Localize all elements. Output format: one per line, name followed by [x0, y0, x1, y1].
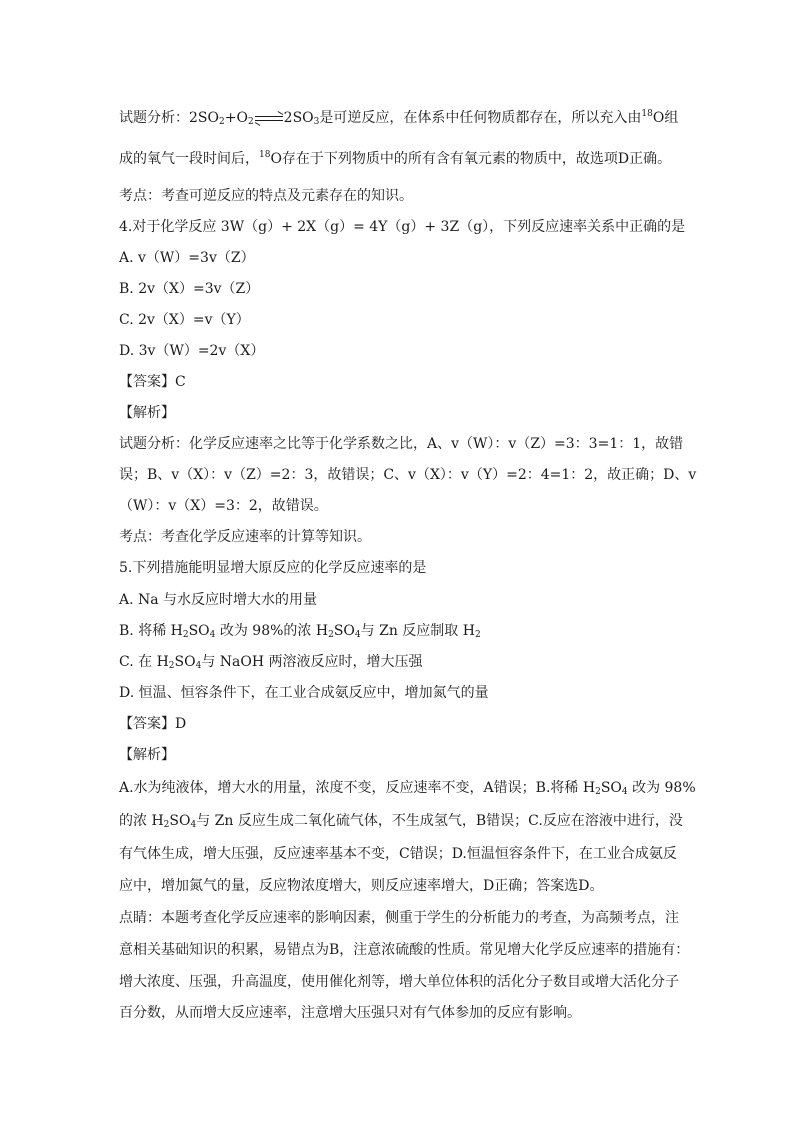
text: 与 Zn 反应制取 H: [360, 623, 475, 639]
subscript: 2: [182, 630, 189, 640]
q5-dianjing-line-1: 点睛：本题考查化学反应速率的影响因素，侧重于学生的分析能力的考查，为高频考点，注: [119, 910, 679, 926]
reversible-arrow-icon: [255, 113, 283, 123]
subscript: 4: [354, 630, 361, 640]
text: 与 Zn 反应生成二氧化硫气体，不生成氢气，B错误；C.反应在溶液中进行，没: [196, 813, 683, 829]
subscript: 4: [209, 630, 216, 640]
text: 试题分析：2SO: [119, 110, 219, 126]
q3-analysis-line-1: [119, 108, 679, 128]
text: SO: [333, 623, 355, 639]
q4-jiexi-label: 【解析】: [119, 405, 175, 421]
subscript: 2: [474, 630, 481, 640]
text: +O: [224, 110, 248, 126]
q5-dianjing-line-3: 增大浓度、压强，升高温度，使用催化剂等，增大单位体积的活化分子数目或增大活化分子: [119, 974, 679, 990]
q3-analysis-line-2: [119, 149, 679, 169]
superscript: 18: [259, 150, 271, 160]
q4-answer: 【答案】C: [119, 374, 186, 390]
q5-analysis-line-3: 有气体生成，增大压强，反应速率基本不变，C错误；D.恒温恒容条件下，在工业合成氨反: [119, 846, 677, 862]
text: 2SO: [283, 110, 314, 126]
q5-analysis-line-4: 应中，增加氮气的量，反应物浓度增大，则反应速率增大，D正确；答案选D。: [119, 878, 604, 894]
q5-option-d: D. 恒温、恒容条件下，在工业合成氨反应中，增加氮气的量: [119, 685, 489, 701]
text: A.水为纯液体，增大水的用量，浓度不变，反应速率不变，A错误；B.将稀 H: [119, 780, 596, 796]
q5-answer: 【答案】D: [119, 716, 187, 732]
text: SO: [600, 780, 622, 796]
q4-option-d: D. 3v（W）=2v（X）: [119, 343, 265, 359]
text: C. 在 H: [119, 654, 169, 670]
text: O组: [652, 110, 679, 126]
q5-dianjing-line-2: 意相关基础知识的积累，易错点为B，注意浓硫酸的性质。常见增大化学反应速率的措施有：: [119, 942, 690, 958]
q4-analysis-line-1: 试题分析：化学反应速率之比等于化学系数之比，A、v（W）：v（Z）=3：3=1：1，故错: [119, 436, 684, 452]
superscript: 18: [641, 109, 653, 119]
text: 的浓 H: [119, 813, 164, 829]
text: 改为 98%的浓 H: [215, 623, 329, 639]
q5-dianjing-line-4: 百分数，从而增大反应速率，注意增大压强只对有气体参加的反应有影响。: [119, 1005, 581, 1021]
q5-stem: 5.下列措施能明显增大原反应的化学反应速率的是: [119, 560, 427, 576]
subscript: 2: [328, 630, 334, 640]
q4-analysis-line-3: （W）：v（X）=3：2，故错误。: [119, 498, 328, 514]
subscript: 4: [195, 661, 202, 671]
text: B. 将稀 H: [119, 623, 183, 639]
text: O存在于下列物质中的所有含有氧元素的物质中，故选项D正确。: [270, 151, 672, 167]
text: 改为 98%: [627, 780, 696, 796]
text: SO: [174, 654, 196, 670]
subscript: 2: [247, 117, 254, 127]
q4-option-c: C. 2v（X）=v（Y）: [119, 312, 250, 328]
q4-analysis-line-2: 误；B、v（X）：v（Z）=2：3，故错误；C、v（X）：v（Y）=2：4=1：2，故正确；D、v: [119, 467, 697, 483]
q3-kaodian: 考点：考查可逆反应的特点及元素存在的知识。: [119, 188, 413, 204]
text: SO: [188, 623, 210, 639]
subscript: 4: [621, 787, 628, 797]
text: SO: [169, 813, 191, 829]
q5-option-b: [119, 621, 679, 641]
subscript: 2: [168, 661, 175, 671]
q5-analysis-line-2: [119, 811, 683, 831]
subscript: 2: [595, 787, 601, 797]
q5-jiexi-label: 【解析】: [119, 747, 175, 763]
q4-kaodian: 考点：考查化学反应速率的计算等知识。: [119, 529, 371, 545]
q4-option-a: A. v（W）=3v（Z）: [119, 250, 255, 266]
subscript: 2: [163, 820, 170, 830]
q4-stem: 4.对于化学反应 3W（g）+ 2X（g）= 4Y（g）+ 3Z（g），下列反应速率关系中正确的是: [119, 219, 686, 235]
text: 成的氧气一段时间后，: [119, 151, 259, 167]
q5-option-a: A. Na 与水反应时增大水的用量: [119, 592, 318, 608]
q5-option-c: [119, 652, 679, 672]
subscript: 3: [313, 117, 320, 127]
q5-analysis-line-1: [119, 778, 696, 798]
subscript: 2: [218, 117, 225, 127]
text: 与 NaOH 两溶液反应时，增大压强: [201, 654, 423, 670]
q4-option-b: B. 2v（X）=3v（Z）: [119, 281, 260, 297]
subscript: 4: [190, 820, 197, 830]
text: 是可逆反应，在体系中任何物质都存在，所以充入由: [319, 110, 642, 126]
